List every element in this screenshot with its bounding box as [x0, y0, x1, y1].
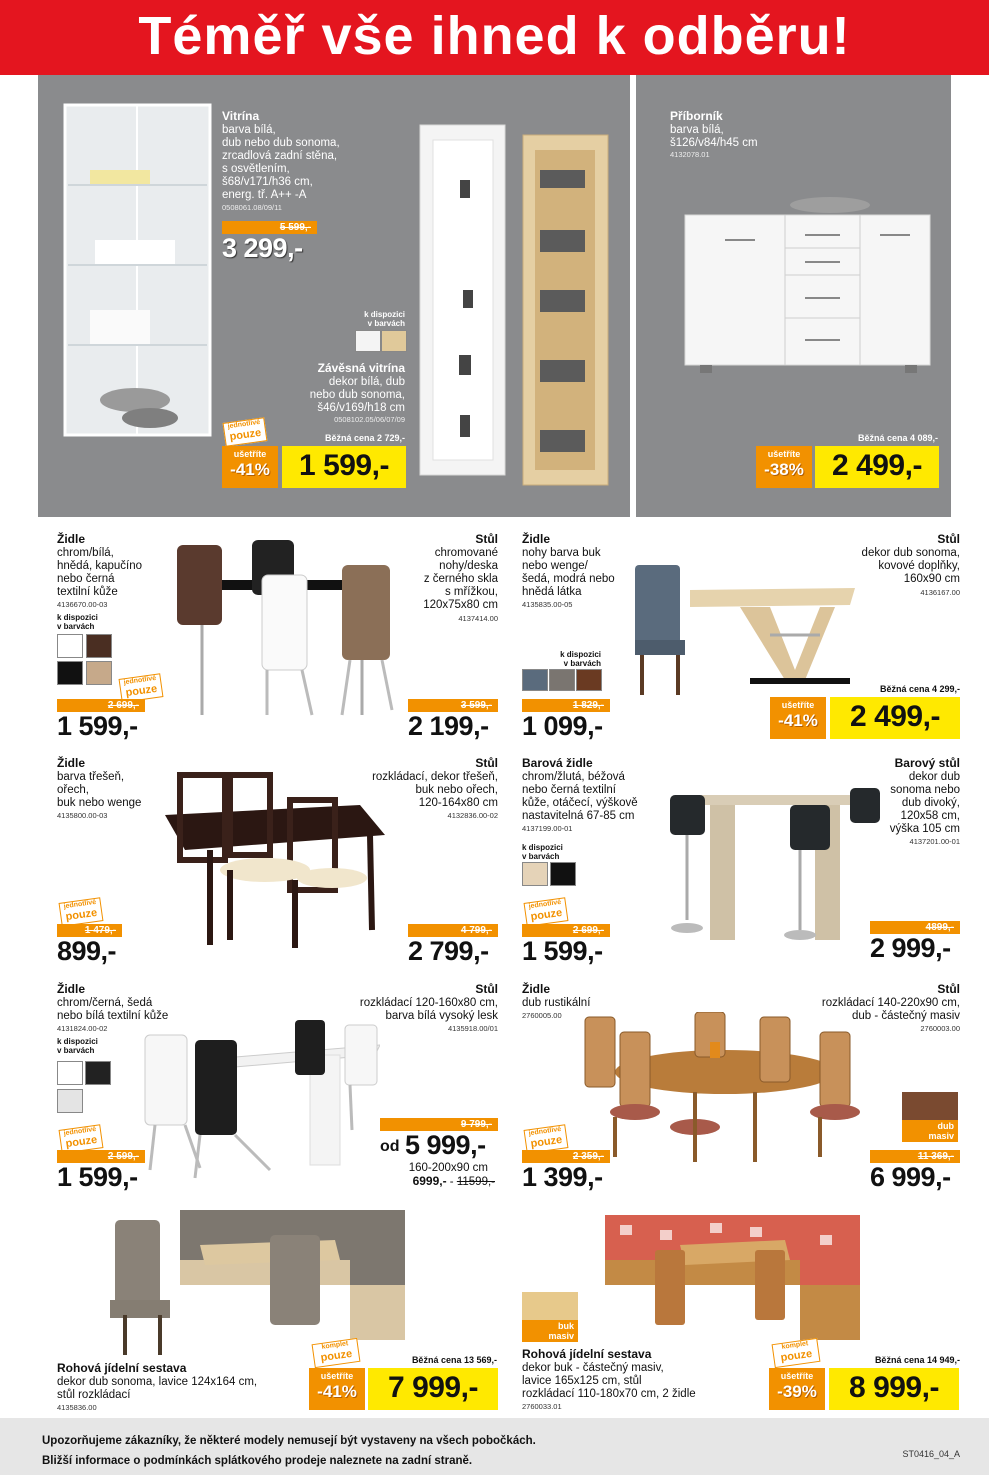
avail-label: k dispozici — [560, 650, 601, 659]
desc: rozkládací 120-160x80 cm, — [359, 997, 498, 1009]
r1r-chair-old-price: 1 829,- — [522, 699, 610, 712]
desc: barva třešeň, — [57, 771, 125, 783]
desc: ořech, — [57, 784, 89, 796]
footer-note-2: Bližší informace o podmínkách splátkového prodeje naleznete na zadní straně. — [42, 1455, 473, 1467]
desc: nebo černá — [57, 573, 115, 585]
r2r-chair-old-price: 2 699,- — [522, 924, 610, 937]
desc: šedá, modrá nebo — [522, 573, 615, 585]
r3l-chair-price: 1 599,- — [57, 1162, 138, 1192]
zavesna-desc: nebo dub sonoma, — [309, 389, 405, 401]
desc: buk nebo ořech, — [415, 784, 498, 796]
r3l-table-price2-value: 6999,- — [412, 1174, 447, 1188]
set1-image — [110, 1205, 410, 1360]
desc: 120-164x80 cm — [418, 797, 498, 809]
set1-text — [57, 1362, 297, 1402]
desc: 120x75x80 cm — [423, 599, 498, 611]
vitrina-price: 3 299,- — [222, 233, 303, 263]
r3r-chair-text — [522, 983, 642, 1010]
desc: kůže, otáčecí, výškově — [522, 797, 638, 809]
swatch-oak — [381, 330, 407, 352]
r3r-table-price: 6 999,- — [870, 1162, 951, 1192]
set2-price: 8 999,- — [829, 1368, 959, 1410]
swatch-cappuccino — [86, 661, 112, 685]
r3r-chair-code: 2760005.00 — [522, 1011, 562, 1020]
desc: rozkládací 110-180x70 cm, 2 židle — [522, 1388, 696, 1400]
priborník-price: 2 499,- — [815, 446, 939, 488]
avail-label: k dispozici — [522, 843, 563, 852]
set2-code: 2760033.01 — [522, 1402, 562, 1411]
r1r-save-box — [770, 697, 826, 739]
desc: 160x90 cm — [903, 573, 960, 585]
set1-name: Rohová jídelní sestava — [57, 1361, 187, 1375]
avail-label: v barvách — [57, 1046, 95, 1055]
footer-note-1: Upozorňujeme zákazníky, že některé modely nemusejí být vystaveny na všech pobočkách. — [42, 1435, 536, 1447]
zavesna-text — [250, 362, 405, 415]
r2r-chair-price: 1 599,- — [522, 936, 603, 966]
r2l-chair-text — [57, 757, 167, 810]
desc: hnědá, kapučíno — [57, 560, 143, 572]
r1r-chair-price: 1 099,- — [522, 711, 603, 741]
stamp-label: jednotlivé — [63, 898, 97, 911]
priborník-desc: barva bílá, — [670, 124, 724, 136]
desc: 120x58 cm, — [900, 810, 960, 822]
r3l-table-price: 5 999,- — [405, 1130, 486, 1160]
desc: lavice 165x125 cm, stůl — [522, 1375, 642, 1387]
r1r-chair-name: Židle — [522, 532, 551, 546]
r2l-table-text — [340, 757, 498, 810]
save-label: ušetříte — [767, 449, 801, 459]
desc: chrom/žlutá, béžová — [522, 771, 625, 783]
r2l-table-name: Stůl — [475, 756, 498, 770]
r1r-chair-text — [522, 533, 637, 599]
set2-normal-price: Běžná cena 14 949,- — [874, 1355, 960, 1365]
footer-code: ST0416_04_A — [902, 1449, 960, 1459]
save-percent: -39% — [777, 1382, 817, 1401]
desc: dub - částečný masiv — [851, 1010, 960, 1022]
desc: chromované — [434, 547, 498, 559]
swatch-black — [550, 862, 576, 886]
r3l-table-price2: 6999,- - 11599,- — [412, 1174, 495, 1188]
r3l-chair-old-price: 2 599,- — [57, 1150, 145, 1163]
desc: nohy/deska — [439, 560, 498, 572]
desc: rozkládací 140-220x90 cm, — [821, 997, 960, 1009]
r1r-table-price: 2 499,- — [830, 697, 960, 739]
zavesna-name: Závěsná vitrína — [317, 361, 405, 375]
set1-save-box — [309, 1368, 365, 1410]
stamp-label: pouze — [124, 682, 158, 700]
swatch-text: masiv — [548, 1331, 574, 1341]
r3r-table-text — [790, 983, 960, 1023]
desc: dekor dub sonoma, — [861, 547, 960, 559]
desc: dekor dub sonoma, lavice 124x164 cm, — [57, 1376, 258, 1388]
swatch-gray — [549, 669, 575, 691]
swatch-beige — [522, 862, 548, 886]
priborník-normal-price: Běžná cena 4 089,- — [857, 433, 938, 443]
avail-label: k dispozici — [57, 613, 98, 622]
zavesna-desc: dekor bílá, dub — [328, 376, 405, 388]
r3l-avail — [57, 1037, 98, 1055]
vitrina-desc: s osvětlením, — [222, 163, 290, 175]
desc: dekor dub — [908, 771, 960, 783]
save-label: ušetříte — [233, 449, 267, 459]
r1l-chair-old-price: 2 699,- — [57, 699, 145, 712]
r2r-table-price: 2 999,- — [870, 933, 951, 963]
r3r-table-name: Stůl — [937, 982, 960, 996]
r1l-table-text — [400, 533, 498, 612]
r2r-avail — [522, 843, 563, 861]
zavesna-desc: š46/v169/h18 cm — [317, 402, 405, 414]
stamp-label: pouze — [228, 426, 262, 444]
r3l-table-name: Stůl — [475, 982, 498, 996]
stamp-label: pouze — [64, 1133, 98, 1151]
zavesna-price: 1 599,- — [282, 446, 406, 488]
r3r-chair-old-price: 2 359,- — [522, 1150, 610, 1163]
zavesna-avail — [355, 310, 405, 328]
set2-swatch-label — [522, 1320, 578, 1342]
vitrina-desc: energ. tř. A++ -A — [222, 189, 307, 201]
r1l-chair-price: 1 599,- — [57, 711, 138, 741]
r1l-table-price: 2 199,- — [408, 711, 489, 741]
avail-label: k dispozici — [57, 1037, 98, 1046]
r2l-table-old-price: 4 799,- — [408, 924, 498, 937]
avail-label: v barvách — [57, 622, 95, 631]
stamp-label: pouze — [529, 1133, 563, 1151]
desc: s mřížkou, — [444, 586, 498, 598]
set1-stamp — [312, 1338, 361, 1368]
r2l-chair-code: 4135800.00-03 — [57, 811, 108, 820]
r1l-chair-code: 4136670.00-03 — [57, 600, 108, 609]
r3r-table-code: 2760003.00 — [920, 1024, 960, 1033]
desc: nebo černá textilní — [522, 784, 616, 796]
r2r-chair-code: 4137199.00-01 — [522, 824, 573, 833]
r3l-table-od: od — [380, 1138, 400, 1155]
desc: dekor buk - částečný masiv, — [522, 1362, 664, 1374]
r1r-table-name: Stůl — [937, 532, 960, 546]
avail-label: v barvách — [367, 319, 405, 328]
r1r-table-text — [835, 533, 960, 586]
desc: buk nebo wenge — [57, 797, 142, 809]
desc: chrom/černá, šedá — [57, 997, 153, 1009]
zavesna-normal-price: Běžná cena 2 729,- — [324, 433, 405, 443]
swatch-brown — [576, 669, 602, 691]
set1-code: 4135836.00 — [57, 1403, 97, 1412]
save-label: ušetříte — [781, 700, 815, 710]
r2r-image — [650, 780, 890, 945]
stamp-label: komplet — [781, 1340, 809, 1351]
save-percent: -41% — [230, 460, 270, 479]
set2-image — [600, 1205, 865, 1355]
r2l-chair-price: 899,- — [57, 936, 117, 966]
vitrina-desc: dub nebo dub sonoma, — [222, 137, 340, 149]
r1r-avail — [555, 650, 601, 668]
vitrina-desc: barva bílá, — [222, 124, 276, 136]
r1r-image — [630, 560, 860, 700]
set1-price: 7 999,- — [368, 1368, 498, 1410]
desc: chrom/bílá, — [57, 547, 114, 559]
desc: dub rustikální — [522, 997, 591, 1009]
priborník-desc: š126/v84/h45 cm — [670, 137, 758, 149]
save-percent: -41% — [317, 1382, 357, 1401]
avail-label: k dispozici — [364, 310, 405, 319]
r3r-chair-price: 1 399,- — [522, 1162, 603, 1192]
r2r-table-text — [860, 757, 960, 836]
set1-normal-price: Běžná cena 13 569,- — [411, 1355, 497, 1365]
priborník-name: Příborník — [670, 109, 723, 123]
r2r-table-name: Barový stůl — [894, 756, 960, 770]
r1l-chair-text — [57, 533, 167, 599]
zavesna-image — [415, 120, 615, 490]
r1l-image — [172, 540, 402, 725]
r1r-chair-code: 4135835.00-05 — [522, 600, 573, 609]
r3r-table-old-price: 11 369,- — [870, 1150, 960, 1163]
swatch-blue — [522, 669, 548, 691]
r3l-image — [140, 1020, 380, 1180]
r1l-table-code: 4137414.00 — [458, 614, 498, 623]
set2-name: Rohová jídelní sestava — [522, 1347, 652, 1361]
swatch-white — [57, 634, 83, 658]
swatch-text: dub — [937, 1121, 954, 1131]
desc: z černého skla — [423, 573, 498, 585]
page-title: Téměř vše ihned k odběru! — [0, 0, 989, 75]
desc: rozkládací, dekor třešeň, — [372, 771, 498, 783]
r2r-table-code: 4137201.00-01 — [909, 837, 960, 846]
r3l-chair-text — [57, 983, 197, 1023]
r2l-chair-old-price: 1 479,- — [57, 924, 122, 937]
r3l-chair-code: 4131824.00-02 — [57, 1024, 108, 1033]
r2l-stamp — [59, 897, 104, 927]
desc: kovové doplňky, — [878, 560, 960, 572]
avail-label: v barvách — [563, 659, 601, 668]
desc: sonoma nebo — [890, 784, 960, 796]
vitrina-desc: š68/v171/h36 cm, — [222, 176, 313, 188]
stamp-label: komplet — [321, 1340, 349, 1351]
swatch-gray — [57, 1089, 83, 1113]
desc: barva bílá vysoký lesk — [385, 1010, 498, 1022]
set2-save-box — [769, 1368, 825, 1410]
r1l-chair-name: Židle — [57, 532, 86, 546]
stamp-label: jednotlivé — [63, 1125, 97, 1138]
r3r-chair-name: Židle — [522, 982, 551, 996]
r2l-chair-name: Židle — [57, 756, 86, 770]
set2-text — [522, 1348, 762, 1401]
r1r-normal-price: Běžná cena 4 299,- — [879, 684, 960, 694]
desc: výška 105 cm — [889, 823, 960, 835]
swatch-text: buk — [557, 1321, 574, 1331]
vitrina-desc: zrcadlová zadní stěna, — [222, 150, 338, 162]
swatch-black — [85, 1061, 111, 1085]
vitrina-image — [60, 100, 215, 445]
swatch-brown — [86, 634, 112, 658]
priborník-save-box — [756, 446, 812, 488]
r2r-chair-name: Barová židle — [522, 756, 593, 770]
vitrina-code: 0508061.08/09/11 — [222, 203, 282, 212]
stamp-label: jednotlivé — [528, 1125, 562, 1138]
desc: nebo bílá textilní kůže — [57, 1010, 169, 1022]
r1l-table-old-price: 3 599,- — [408, 699, 498, 712]
r2r-stamp — [524, 897, 569, 927]
desc: nohy barva buk — [522, 547, 601, 559]
r2r-chair-text — [522, 757, 652, 823]
save-percent: -41% — [778, 711, 818, 730]
priborník-text — [670, 110, 870, 150]
stamp-label: jednotlivé — [528, 898, 562, 911]
stamp-label: jednotlivé — [227, 418, 261, 431]
r3l-table-code: 4135918.00/01 — [447, 1024, 498, 1033]
r3l-table-size: 160-200x90 cm — [408, 1162, 488, 1174]
vitrina-text — [222, 110, 422, 202]
swatch-white — [355, 330, 381, 352]
stamp-label: jednotlivé — [123, 674, 157, 687]
r1l-table-name: Stůl — [475, 532, 498, 546]
r3l-chair-name: Židle — [57, 982, 86, 996]
desc: nebo wenge/ — [522, 560, 588, 572]
r3r-image — [575, 1012, 875, 1167]
r2l-table-price: 2 799,- — [408, 936, 489, 966]
r2l-table-code: 4132836.00-02 — [447, 811, 498, 820]
vitrina-name: Vitrína — [222, 109, 260, 123]
r1r-table-code: 4136167.00 — [920, 588, 960, 597]
save-label: ušetříte — [320, 1371, 354, 1381]
r3l-table-old-price: 9 799,- — [380, 1118, 498, 1131]
vitrina-old-price: 5 599,- — [222, 221, 317, 234]
swatch-white — [57, 1061, 83, 1085]
r1l-avail — [57, 613, 98, 631]
r3l-table-text — [330, 983, 498, 1023]
stamp-label: pouze — [319, 1347, 353, 1365]
r2r-table-old-price: 4899,- — [870, 921, 960, 934]
stamp-label: pouze — [529, 906, 563, 924]
r3r-swatch-label — [902, 1120, 958, 1142]
set2-swatch-beech — [522, 1292, 578, 1342]
swatch-text: masiv — [928, 1131, 954, 1141]
desc: textilní kůže — [57, 586, 118, 598]
set2-stamp — [772, 1338, 821, 1368]
desc: dub divoký, — [901, 797, 960, 809]
stamp-label: pouze — [779, 1347, 813, 1365]
save-percent: -38% — [764, 460, 804, 479]
r3l-table-old2: 11599,- — [456, 1176, 495, 1188]
save-label: ušetříte — [780, 1371, 814, 1381]
desc: stůl rozkládací — [57, 1389, 131, 1401]
priborník-code: 4132078.01 — [670, 150, 710, 159]
stamp-label: pouze — [64, 906, 98, 924]
zavesna-code: 0508102.05/06/07/09 — [334, 415, 405, 424]
priborník-image — [680, 180, 935, 380]
desc: hnědá látka — [522, 586, 582, 598]
avail-label: v barvách — [522, 852, 560, 861]
desc: nastavitelná 67-85 cm — [522, 810, 635, 822]
r3r-swatch-oak — [902, 1092, 958, 1142]
swatch-black — [57, 661, 83, 685]
zavesna-save-box — [222, 446, 278, 488]
